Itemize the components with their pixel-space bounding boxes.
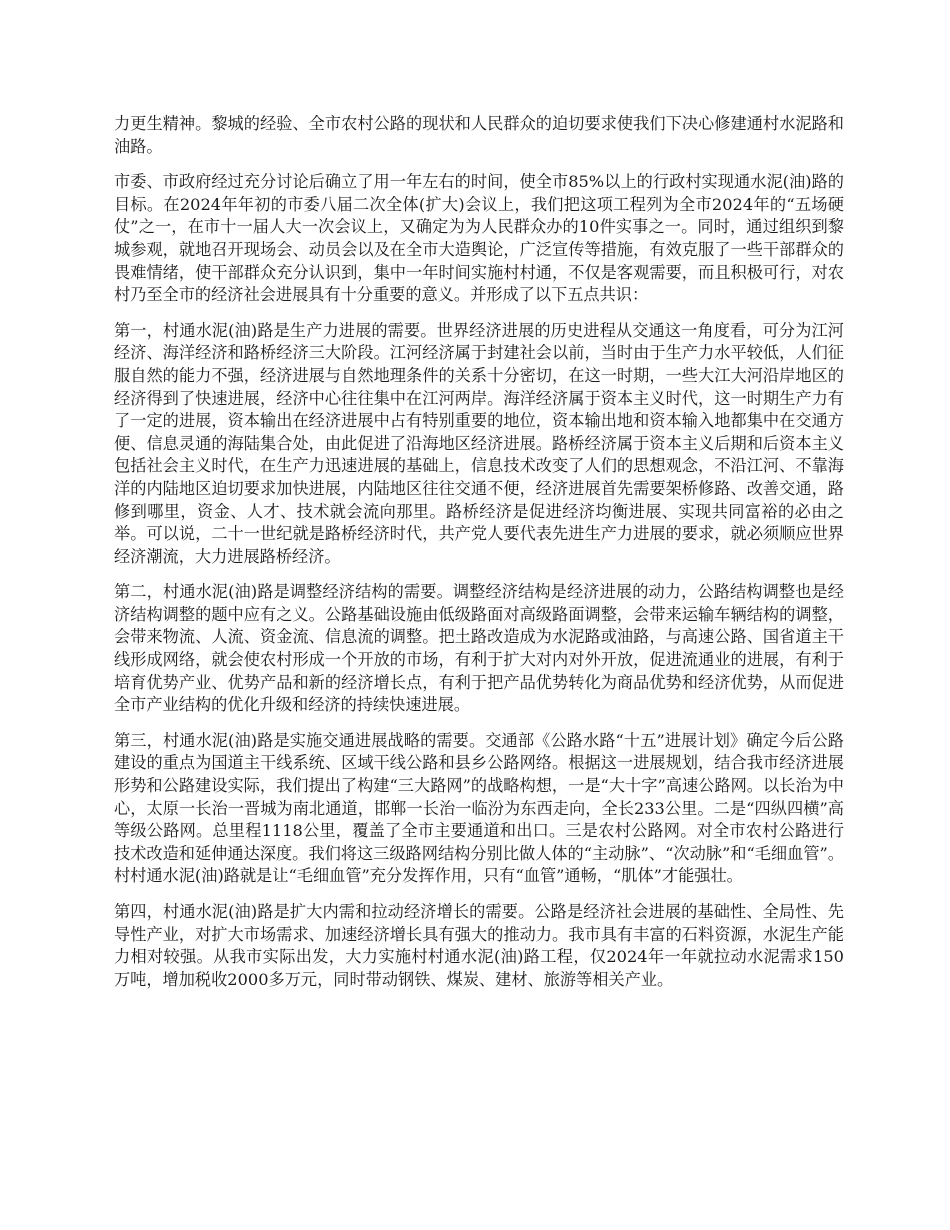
paragraph-continuation: 力更生精神。黎城的经验、全市农村公路的现状和人民群众的迫切要求使我们下决心修建通村水泥路和油路。 xyxy=(114,114,844,156)
paragraph-second-consensus: 第二，村通水泥(油)路是调整经济结构的需要。调整经济结构是经济进展的动力，公路结构调整也是经济结构调整的题中应有之义。公路基础设施由低级路面对高级路面调整，会带来运输车辆结构的调整，会带来物流、人流、资金流、信息流的调整。把土路改造成为水泥路或油路，与高速公路、国省道主干线形成网络，就会使农村形成一个开放的市场，有利于扩大对内对外开放，促进流通业的进展，有利于培育优势产业、优势产品和新的经济增长点，有利于把产品优势转化为商品优势和经济优势，从而促进全市产业结构的优化升级和经济的持续快速进展。 xyxy=(114,582,844,715)
paragraph-fourth-consensus: 第四，村通水泥(油)路是扩大内需和拉动经济增长的需要。公路是经济社会进展的基础性、全局性、先导性产业，对扩大市场需求、加速经济增长具有强大的推动力。我市具有丰富的石料资源，水泥生产能力相对较强。从我市实际出发，大力实施村村通水泥(油)路工程，仅2024年一年就拉动水泥需求150万吨，增加税收2000多万元，同时带动钢铁、煤炭、建材、旅游等相关产业。 xyxy=(114,902,844,989)
document-page xyxy=(114,113,844,1004)
paragraph-third-consensus: 第三，村通水泥(油)路是实施交通进展战略的需要。交通部《公路水路“十五”进展计划》确定今后公路建设的重点为国道主干线系统、区域干线公路和县乡公路网络。根据这一进展规划，结合我市经济进展形势和公路建设实际，我们提出了构建“三大路网”的战略构想，一是“大十字”高速公路网。以长治为中心，太原一长治一晋城为南北通道，邯郸一长治一临汾为东西走向，全长233公里。二是“四纵四横”高等级公路网。总里程1118公里，覆盖了全市主要通道和出口。三是农村公路网。对全市农村公路进行技术改造和延伸通达深度。我们将这三级路网结构分别比做人体的“主动脉”、“次动脉”和“毛细血管”。村村通水泥(油)路就是让“毛细血管”充分发挥作用，只有“血管”通畅，“肌体”才能强壮。 xyxy=(114,730,844,886)
paragraph-first-consensus: 第一，村通水泥(油)路是生产力进展的需要。世界经济进展的历史进程从交通这一角度看，可分为江河经济、海洋经济和路桥经济三大阶段。江河经济属于封建社会以前，当时由于生产力水平较低，人们征服自然的能力不强，经济进展与自然地理条件的关系十分密切，在这一时期，一些大江大河沿岸地区的经济得到了快速进展，经济中心往往集中在江河两岸。海洋经济属于资本主义时代，这一时期生产力有了一定的进展，资本输出在经济进展中占有特别重要的地位，资本输出地和资本输入地都集中在交通方便、信息灵通的海陆集合处，由此促进了沿海地区经济进展。路桥经济属于资本主义后期和后资本主义包括社会主义时代，在生产力迅速进展的基础上，信息技术改变了人们的思想观念，不沿江河、不靠海洋的内陆地区迫切要求加快进展，内陆地区往往交通不便，经济进展首先需要架桥修路、改善交通，路修到哪里，资金、人才、技术就会流向那里。路桥经济是促进经济均衡进展、实现共同富裕的必由之举。可以说，二十一世纪就是路桥经济时代，共产党人要代表先进生产力进展的要求，就必须顺应世界经济潮流，大力进展路桥经济。 xyxy=(114,320,844,566)
paragraph-goal: 市委、市政府经过充分讨论后确立了用一年左右的时间，使全市85%以上的行政村实现通水泥(油)路的目标。在2024年年初的市委八届二次全体(扩大)会议上，我们把这项工程列为全市2024年的“五场硬仗”之一，在市十一届人大一次会议上，又确定为为人民群众办的10件实事之一。同时，通过组织到黎城参观，就地召开现场会、动员会以及在全市大造舆论，广泛宣传等措施，有效克服了一些干部群众的畏难情绪，使干部群众充分认识到，集中一年时间实施村村通，不仅是客观需要，而且积极可行，对农村乃至全市的经济社会进展具有十分重要的意义。并形成了以下五点共识： xyxy=(114,172,844,305)
